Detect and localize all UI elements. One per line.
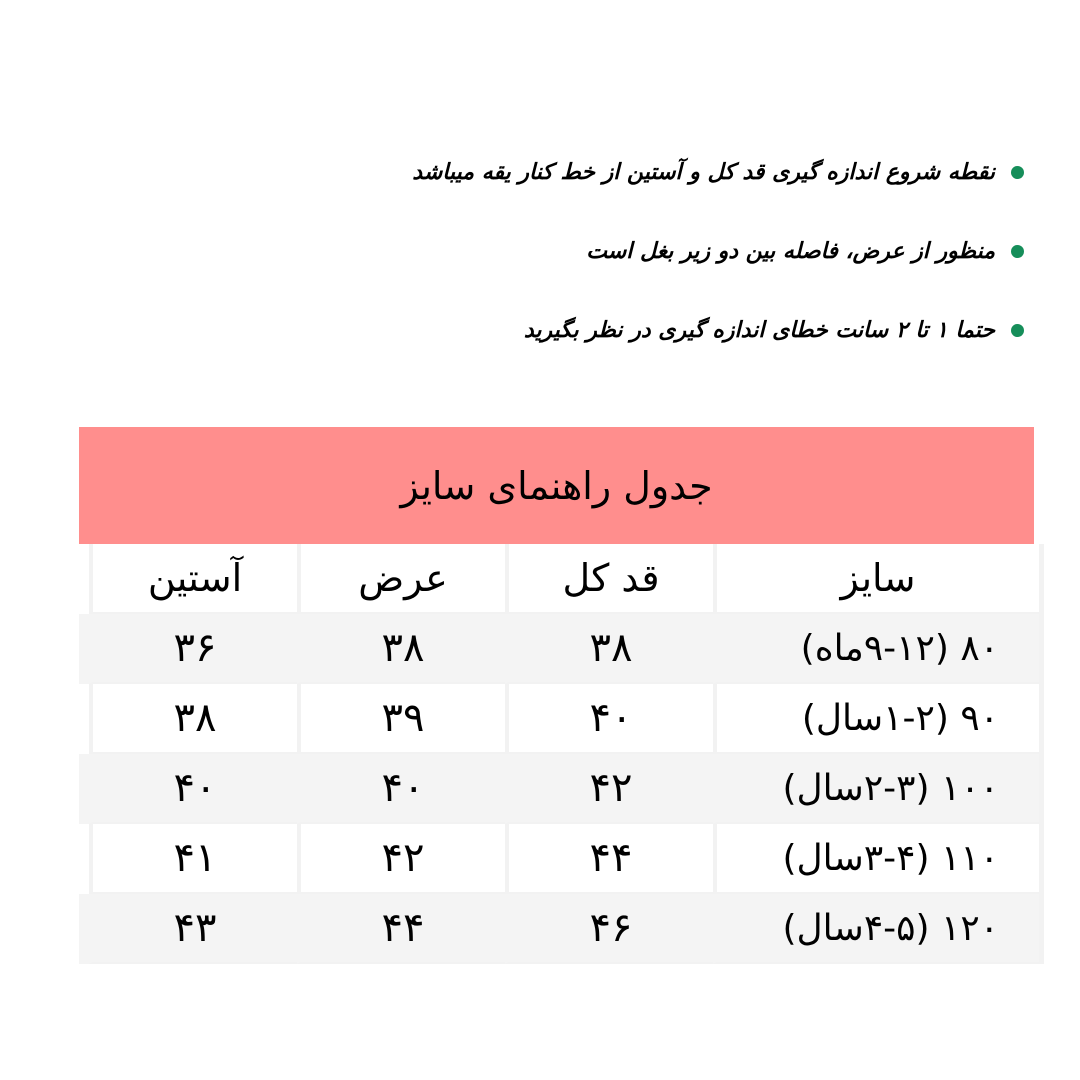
cell-sleeve: ۳۸	[89, 684, 297, 754]
size-guide-table	[79, 427, 1034, 964]
note-item	[524, 318, 1024, 343]
cell-total-length: ۴۲	[505, 754, 713, 824]
cell-sleeve: ۴۳	[89, 894, 297, 964]
header-total-length: قد کل	[505, 544, 713, 614]
cell-width: ۳۹	[297, 684, 505, 754]
cell-total-length: ۳۸	[505, 614, 713, 684]
cell-width: ۳۸	[297, 614, 505, 684]
note-text: منظور از عرض، فاصله بین دو زیر بغل است	[586, 239, 995, 264]
cell-sleeve: ۴۰	[89, 754, 297, 824]
note-text: حتما ۱ تا ۲ سانت خطای اندازه گیری در نظر بگیرید	[523, 318, 995, 343]
bullet-icon	[1011, 245, 1024, 258]
header-width: عرض	[297, 544, 505, 614]
table-grid	[79, 544, 1044, 964]
table-title: جدول راهنمای سایز	[79, 427, 1034, 544]
header-size: سایز	[713, 544, 1039, 614]
table-row	[79, 894, 1039, 964]
cell-size: ۱۲۰ (۴-۵سال)	[713, 894, 1039, 964]
table-row	[79, 684, 1039, 754]
note-text: نقطه شروع اندازه گیری قد کل و آستین از خط کنار یقه میباشد	[412, 160, 995, 185]
cell-sleeve: ۳۶	[89, 614, 297, 684]
cell-width: ۴۲	[297, 824, 505, 894]
table-header-row	[79, 544, 1039, 614]
table-row	[79, 824, 1039, 894]
cell-width: ۴۰	[297, 754, 505, 824]
table-row	[79, 614, 1039, 684]
cell-total-length: ۴۰	[505, 684, 713, 754]
table-row	[79, 754, 1039, 824]
bullet-icon	[1011, 324, 1024, 337]
note-item	[586, 239, 1024, 264]
cell-size: ۸۰ (۹-۱۲ماه)	[713, 614, 1039, 684]
bullet-icon	[1011, 166, 1024, 179]
note-item	[412, 160, 1024, 185]
cell-total-length: ۴۶	[505, 894, 713, 964]
cell-total-length: ۴۴	[505, 824, 713, 894]
cell-sleeve: ۴۱	[89, 824, 297, 894]
cell-size: ۹۰ (۱-۲سال)	[713, 684, 1039, 754]
cell-size: ۱۰۰ (۲-۳سال)	[713, 754, 1039, 824]
header-sleeve: آستین	[89, 544, 297, 614]
cell-size: ۱۱۰ (۳-۴سال)	[713, 824, 1039, 894]
cell-width: ۴۴	[297, 894, 505, 964]
